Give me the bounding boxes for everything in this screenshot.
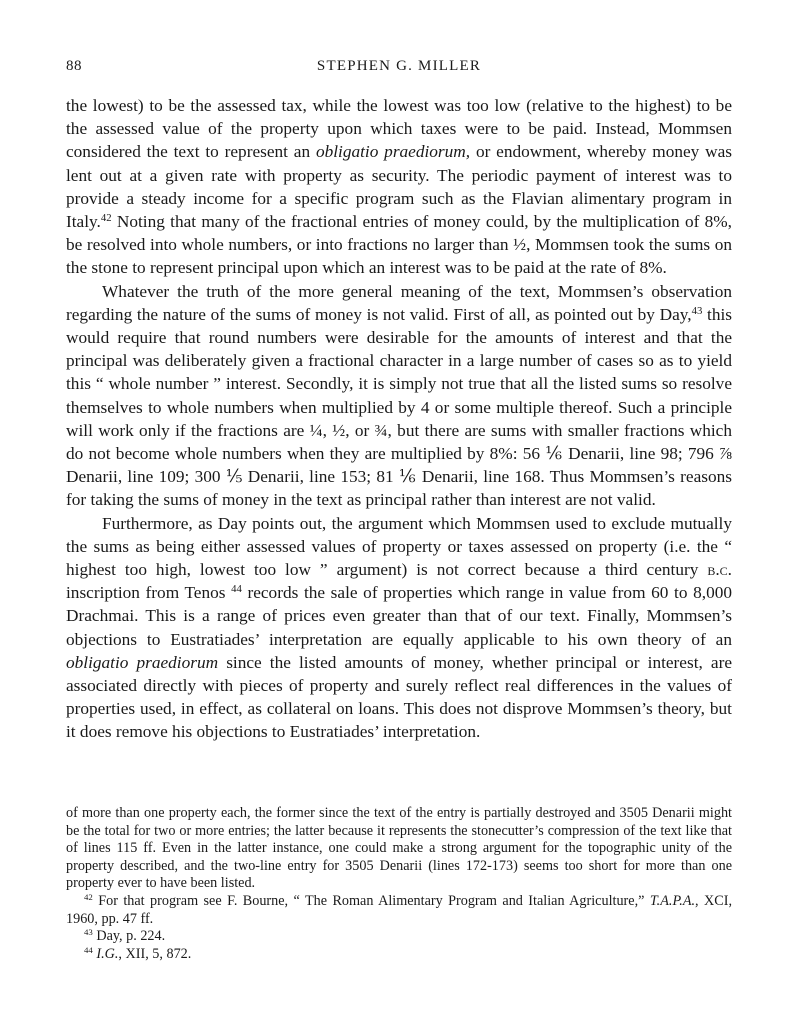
footnote-continuation: of more than one property each, the former since the text of the entry is partially destroyed and 3505 Denarii might be the total for two or more entries; the latter because it represents the stonecutter’s compression of the text like that of lines 115 ff. Even in the latter instance, one could make a strong argument for the topographic unity of the property described, and the two-line entry for 3505 Denarii (lines 172-173) seems too short for more than one property ever to have been listed. (66, 805, 732, 892)
paragraph-1-text-b: or endowment, whereby money was lent out at a given rate with property as security. The periodic payment of interest was to provide a steady income for a specific program such as the Flavian alimentary program in Italy. (66, 142, 732, 232)
paragraph-3-text-d: since the listed amounts of money, whether principal or interest, are associated directly with pieces of property and surely reflect real differences in the values of properties used, in effect, as collateral on loans. This does not disprove Mommsen’s theory, but it does remove his objections to Eustratiades’ interpretation. (66, 652, 732, 742)
paragraph-3-small-caps-bc: b.c. (707, 560, 732, 580)
footnote-ref-44: 44 (231, 583, 242, 596)
page-header (66, 58, 732, 82)
footnote-43 (66, 928, 732, 946)
paragraph-2 (66, 280, 732, 512)
paragraph-1-text-c: Noting that many of the fractional entries of money could, by the multiplication of 8%, be resolved into whole numbers, or into fractions no larger than ½, Mommsen took the sums on the stone to represent principal upon which an interest was to be paid at the rate of 8%. (66, 212, 732, 278)
footnote-44 (66, 946, 732, 964)
paragraph-1 (66, 94, 732, 280)
paragraph-3 (66, 512, 732, 744)
footnote-ref-43: 43 (691, 304, 703, 317)
paragraph-3-italic-term: obligatio praediorum (66, 652, 219, 672)
footnote-43-number: 43 (84, 927, 93, 938)
paragraph-2-text-b: this would require that round numbers were desirable for the amounts of interest and that the principal was deliberately given a fractional character in a large number of cases so as to yield this “ whole number ” interest. Secondly, it is simply not true that all the listed sums so resolve themselves to whole numbers when multiplied by 4 or some multiple thereof. Such a principle will work only if the fractions are ¼, ½, or ¾, but there are sums with smaller fractions which do not become whole numbers when they are multiplied by 8%: 56 ⅙ Denarii, line 98; 796 ⅞ Denarii, line 109; 300 ⅕ Denarii, line 153; 81 ⅙ Denarii, line 168. Thus Mommsen’s reasons for taking the sums of money in the text as principal rather than interest are not valid. (66, 304, 732, 510)
footnote-42-journal: T.A.P.A. (649, 892, 696, 909)
footnote-42 (66, 893, 732, 928)
footnote-42-text-a: For that program see F. Bourne, “ The Roman Alimentary Program and Italian Agriculture,” (92, 892, 650, 909)
page-number: 88 (66, 58, 82, 74)
main-text (66, 94, 732, 744)
paragraph-1-text-a: the lowest) to be the assessed tax, while the lowest was too low (relative to the highest) to be the assessed value of the property upon which taxes were to be paid. Instead, Mommsen considered the text to represent an (66, 96, 732, 162)
footnote-42-number: 42 (84, 892, 93, 903)
footnotes (66, 805, 732, 963)
footnote-ref-42: 42 (100, 212, 112, 225)
footnote-43-text: Day, p. 224. (92, 928, 166, 945)
paragraph-2-text-a: Whatever the truth of the more general meaning of the text, Mommsen’s observation regarding the nature of the sums of money is not valid. First of all, as pointed out by Day, (66, 281, 732, 324)
running-head: STEPHEN G. MILLER (316, 58, 482, 74)
paragraph-1-italic-term: obligatio praediorum, (315, 142, 471, 162)
paragraph-3-text-a: Furthermore, as Day points out, the argument which Mommsen used to exclude mutually the sums as being either assessed values of property or taxes assessed on property (i.e. the “ highest too high, lowest too low ” argument) is not correct because a third century (66, 513, 732, 580)
paragraph-3-text-b: inscription from Tenos (66, 583, 232, 603)
footnote-44-source: I.G. (92, 945, 119, 962)
paragraph-3-text-c: records the sale of properties which range in value from 60 to 8,000 Drachmai. This is a range of prices even greater than that of our text. Finally, Mommsen’s objections to Eustratiades’ interpretation are equally applicable to his own theory of an (66, 583, 732, 649)
footnote-44-text: , XII, 5, 872. (118, 945, 192, 962)
footnote-42-text-b: , XCI, 1960, pp. 47 ff. (66, 892, 732, 927)
footnote-44-number: 44 (84, 944, 93, 955)
